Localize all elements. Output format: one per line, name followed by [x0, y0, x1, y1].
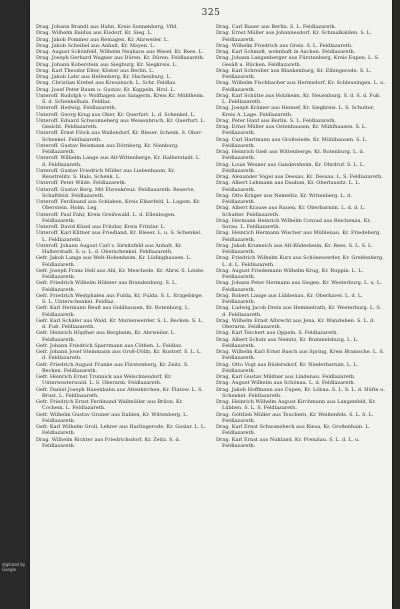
casualty-entry: Drag. Karl Teichert aus Oppeln. S. Feldlazareth.	[216, 330, 339, 337]
casualty-entry: Unteroff. Ferdinand aus Schlaben, Kreis Elberfeld, L. Lagem. Kr. Oberstein. Holm. Leg.	[36, 199, 201, 212]
casualty-entry: Drag. Carl Hartmann aus Großwiede, Kr. Mühlhausen. S. L. Feldlazareth.	[216, 136, 368, 149]
casualty-entry: Drag. August Schönfeld, Wilhelm Neuhaus aus Wesel, Kr. Rees. L.	[36, 49, 204, 55]
casualty-entry: Drag. Hermann Heinrich Wilhelm Conrad aus Reichenau, Kr. Sorau. L. Feldlazareth.	[216, 217, 371, 230]
casualty-entry: Drag. Louis Wesner aus Gandersheim, Kr. Ohrdruf. S. L. L. Feldlazareth.	[216, 161, 365, 174]
casualty-entry: Unteroff. Karl Klitner aus Friedland, Kr. Bleser. L. u. S. Schenkel. L. Feldlazareth.	[36, 230, 202, 243]
casualty-entry: Drag. August Friedemann Wilhelm Krug, Kr. Ruppin. L. L. Feldlazareth.	[216, 267, 364, 280]
casualty-entry: Gefr. Johann Friedrich Sparrmann aus Cöthen. L. Feldlaz.	[36, 342, 183, 349]
casualty-entry: Drag. Karl Gustav Mildner aus Lindenau. Feldlazareth.	[216, 374, 356, 380]
casualty-entry: Unteroff. David Küsel aus Fritzlar, Kreis Fritzlar. L.	[36, 224, 166, 230]
casualty-entry: Drag. August Wilhelm aus Schönau. L. d. Feldlazareth.	[216, 380, 356, 387]
casualty-entry: Unteroff. Ernst Flöck aus Wallendorf, Kr. Bleser. Schenk. S. Ober-Schenkel. Feldlazareth.	[36, 130, 203, 143]
casualty-entry: Drag. Carl Bauer aus Berlin. S. L. Feldlazareth.	[216, 24, 337, 30]
casualty-entry: Drag. Wilhelm Fischbacher aus Hermsdorf, Kr. Schleusingen. L. u. Feldlazareth.	[216, 80, 385, 93]
casualty-entry: Drag. Jakob Pommer aus Remagen, Kr. Ahrweiler. L.	[36, 36, 169, 43]
casualty-entry: Drag. Jakob Lahr aus Hellenberg, Kr. Hachenburg. L.	[36, 74, 172, 80]
casualty-entry: Gefr. Friedrich August Franke aus Fürstenberg, Kr. Zeitz. S. Becken. Feldlazareth.	[36, 361, 189, 374]
casualty-entry: Drag. Karl Schmidt, wohnhaft in Aachen. Feldlazareth.	[216, 49, 356, 55]
document-page	[30, 0, 392, 609]
right-column	[216, 24, 386, 449]
casualty-entry: Drag. Jakob Krumeich aus Alt-Rüdesheim, Kr. Rees. S. L. S. L. Feldlazareth.	[216, 242, 373, 255]
casualty-entry: Unteroff. Georg Krug aus Ober, Kr. Querfurt. L. d. Schenkel. L.	[36, 111, 196, 118]
casualty-entry: Gefr. Karl Wilhelm Groll, Lehrer aus Harlingerode, Kr. Goslar. L. L. Feldlazareth.	[36, 424, 206, 437]
casualty-entry: Drag. Ernst Müller aus Ostenhausen, Kr. Mühlhausen. S. L. Feldlazareth.	[216, 124, 367, 137]
casualty-entry: Drag. Johann Brandt aus Hahn, Kreis Sonnenberg, Vfld.	[36, 24, 178, 30]
casualty-entry: Drag. Peter Hanf aus Berlin. S. L. Feldlazareth.	[216, 117, 337, 124]
casualty-entry: Drag. Joseph Krämer aus Hennef, Kr. Siegkreis. L. S. Schulter, Kreis A. Lage. Feldlazareth.	[216, 105, 375, 118]
casualty-entry: Drag. Otto Vogt aus Rüdersdorf, Kr. Niederbarnim. L. L. Feldlazareth.	[216, 361, 359, 374]
casualty-entry: Drag. Ludwig Jacob Dreis aus Hemmelrath, Kr. Westerburg. L. S. d. Feldlazareth.	[216, 305, 382, 318]
casualty-entry: Drag. Wilhelm Friedrich aus Greiz. S. L. Feldlazareth.	[216, 42, 353, 49]
casualty-entry: Gefr. Daniel Joseph Hasenbahn aus Altenkirchen, Kr. Flatow. L. S. Brust. L. Feldlazareth.	[36, 386, 203, 399]
casualty-entry: Gefr. Heinrich Ernst Trunnick aus Welschneudorf, Kr. Unterwesterwald. L. S. Oberarm. Feldlazareth.	[36, 374, 172, 387]
casualty-entry: Drag. Ernst Müller aus Johannesdorf, Kr. Schmalkalden. S. L. Feldlazareth.	[216, 30, 372, 43]
page-number: 325	[201, 8, 221, 18]
casualty-entry: Drag. Gottlieb Müller aus Teuchern, Kr. Weißenfels. S. L. S. L. Feldlazareth.	[216, 411, 374, 424]
casualty-entry: Unteroff. Hedwig. Feldlazareth.	[36, 105, 117, 112]
casualty-entry: Unteroff. Gustav Reismann aus Dörnberg, Kr. Nienburg. Feldlazareth.	[36, 142, 179, 155]
casualty-entry: Unteroff. Paul Fahr, Kreis Greifswald. L. d. Ellenbogen. Feldlazareth.	[36, 211, 176, 224]
casualty-entry: Unteroff. Wilhelm Lange aus Alt-Wittenberge, Kr. Halberstadt. L. d. Feldlazareth.	[36, 155, 201, 168]
casualty-entry: Gefr. Johann Josef Steinmann aus Groß-Dölln, Kr. Rustorf. S. L. L. d. Feldlazareth.	[36, 349, 202, 362]
casualty-entry: Gefr. Karl Hermann Reuß aus Goldhausen, Kr. Rotenburg. L. Feldlazareth.	[36, 305, 190, 318]
casualty-entry: Drag. Jakob Scheibel aus Anhalt, Kr. Mayen. L.	[36, 42, 156, 49]
casualty-entry: Gefr. Friedrich Ernst Ferdinand Wallmüller aus Brilon, Kr. Cochem. L. Feldlazareth.	[36, 399, 184, 412]
casualty-entry: Drag. Christian Krebel aus Kreuznach. L. Schr. Feldlaz.	[36, 80, 177, 87]
casualty-entry: Drag. Heinrich Wilhelm August Kirchmann aus Langenfeld, Kr. Lübben. S. L. S. Feldlazareth.	[216, 399, 376, 412]
casualty-entry: Gefr. Friedrich Westphalen aus Fulda, Kr. Fulda. S. L. Erzgebirge. S. L. Unterschenkel. Feldlaz.	[36, 292, 204, 305]
casualty-entry: Unteroff. Gustav Friedrich Müller aus Liebenbaum, Kr. Reustrelitz. S. Hals. Schenk. L.	[36, 167, 176, 180]
casualty-entry: Drag. Johann Langenberger aus Fürstenberg, Kreis Eupen. L. S. Gesäß u. Rücken. Feldlazareth.	[216, 55, 380, 68]
casualty-entry: Drag. Karl Ernst aus Nuhland, Kr. Prenzlau. S. L. d. L. u. Feldlazareth.	[216, 436, 360, 449]
casualty-entry: Drag. Heinrich Gieß aus Wittenberge, Kr. Rotenburg. L. d. Feldlazareth.	[216, 149, 365, 162]
casualty-entry: Unteroff. Peter Wilde. Feldlazareth.	[36, 180, 127, 187]
casualty-entry: Drag. Wilhelm Baldus aus Elsdorf, Kr. Sieg. L.	[36, 30, 153, 37]
casualty-entry: Drag. Wilhelm Richter aus Friedrichsdorf, Kr. Zeitz. S. d. Feldlazareth.	[36, 436, 181, 449]
casualty-entry: Drag. Karl Theodor Elter, Köster aus Berlin. L.	[36, 67, 155, 74]
casualty-entry: Unteroff. Gustav Berg. Mit Ehrenkreuz. Feldlazareth. Reserve. Schaftfeld. Feldlazareth.	[36, 186, 196, 199]
casualty-entry: Gefr. Wilhelm Gustav Gruner aus Dahlen, Kr. Wittenberg. L. Feldlazareth.	[36, 411, 189, 424]
casualty-entry: Drag. Karl Ernst Schwanebeck aus Riesa, Kr. Großenhain. L. Feldlazareth.	[216, 424, 371, 437]
casualty-entry: Gefr. Friedrich Wilhelm Hübner aus Brandenburg. S. L. Feldlazareth.	[36, 280, 177, 293]
casualty-entry: Unteroff. Johann August Carl v. Sirnitzfeld aus Anhalt, Kr. Halberstadt. S. u. L. d. Oberschenkel. Feldlazareth.	[36, 242, 183, 255]
casualty-entry: Drag. Albert Schulz aus Nemitz, Kr. Rummelsburg. L. L. Feldlazareth.	[216, 336, 359, 349]
casualty-entry: Unteroff. Eduard Schwonneberg aus Weisenbruch, Kr. Querfurt. L. Gesicht. Feldlazareth.	[36, 117, 206, 130]
casualty-entry: Drag. Robert Lange aus Lübbenau, Kr. Oberhavel. L. d. L. Feldlazareth.	[216, 292, 363, 305]
casualty-entry: Drag. Otto Kräger aus Nemelitz, Kr. Wittenberg. L. d. Feldlazareth.	[216, 192, 352, 205]
casualty-entry: Gefr. Jakob Lange aus Welt-Hohenheim, Kr. Lüdinghausen. L. Feldlazareth.	[36, 255, 192, 268]
casualty-entry: Unteroff. Rudolph v. Wolfhagen aus Sangerin, Kreis Kr. Mühlheim. S. d. Schenkelhals. Feldlaz.	[36, 92, 205, 105]
casualty-entry: Drag. Jakob Hoffmann aus Cupen, Kr. Löbau. S. L. S. L. d. Hüfte u. Schenkel. Feldlazareth.	[216, 386, 385, 399]
casualty-entry: Drag. Wilhelm Karl Ernst Busch aus Spring, Kreis Bramsche. L. S. Feldlazareth.	[216, 349, 385, 362]
casualty-entry: Drag. Albert Lehmann aus Dauban, Kr. Oberlausitz. L. L. Feldlazareth.	[216, 180, 361, 193]
casualty-entry: Gefr. Karl Schäfer aus Wald, Kr. Marienwerder. S. L. Becken. S. L. d. Fuß. Feldlazareth.	[36, 317, 204, 330]
casualty-entry: Drag. Karl Schütte aus Holzheim, Kr. Neuenburg. S. d. S. d. Fuß. L. Feldlazareth.	[216, 92, 381, 105]
casualty-entry: Gefr. Heinrich Höpfner aus Bergheim, Kr. Ahrweiler. L. Feldlazareth.	[36, 330, 176, 343]
left-column	[36, 24, 206, 449]
casualty-entry: Drag. Wilhelm Ernst Albrecht aus Jena, Kr. Wanzleben. S. L. d. Oberarm. Feldlazareth.	[216, 317, 375, 330]
casualty-entry: Drag. Albert Krause aus Rauen, Kr. Oberbarnim. L. d. d. L. Schulter. Feldlazareth.	[216, 205, 366, 218]
casualty-entry: Drag. Josef Peter Baum u. Gustav, Kr. Kappeln. Hrsl. L.	[36, 86, 176, 93]
casualty-entry: Drag. Joseph Gerhard Wagner aus Düren, Kr. Düren. Feldlazareth.	[36, 55, 205, 62]
casualty-entry: Drag. Heinrich Hermann Wischer aus Mühlenau, Kr. Friedeberg. Feldlazareth.	[216, 230, 381, 243]
sidebar-strip: digitized by Google	[2, 562, 26, 572]
casualty-entry: Drag. Johann Koberstein aus Siegburg, Kr. Siegkreis. L.	[36, 61, 178, 68]
casualty-entry: Drag. Karl Schreiber aus Blankenburg, Kr. Elbingerode. S. L. Feldlazareth.	[216, 67, 372, 80]
casualty-entry: Drag. Alexander Vogel aus Dessau, Kr. Dessau. L. S. Feldlazareth.	[216, 174, 383, 180]
casualty-entry: Drag. Johann Peter Hermann aus Siegen. Kr. Westerburg. L. u. L. Feldlazareth.	[216, 280, 382, 293]
casualty-entry: Drag. Friedrich Wilhelm Kurz aus Schönewerder, Kr. Greifenberg. L. d. L. Feldlazareth.	[216, 255, 384, 268]
casualty-entry: Gefr. Joseph Franz Hell aus Ahl, Kr. Meschede. Kr. Ahrw. S. Leiste. Feldlazareth.	[36, 267, 205, 280]
